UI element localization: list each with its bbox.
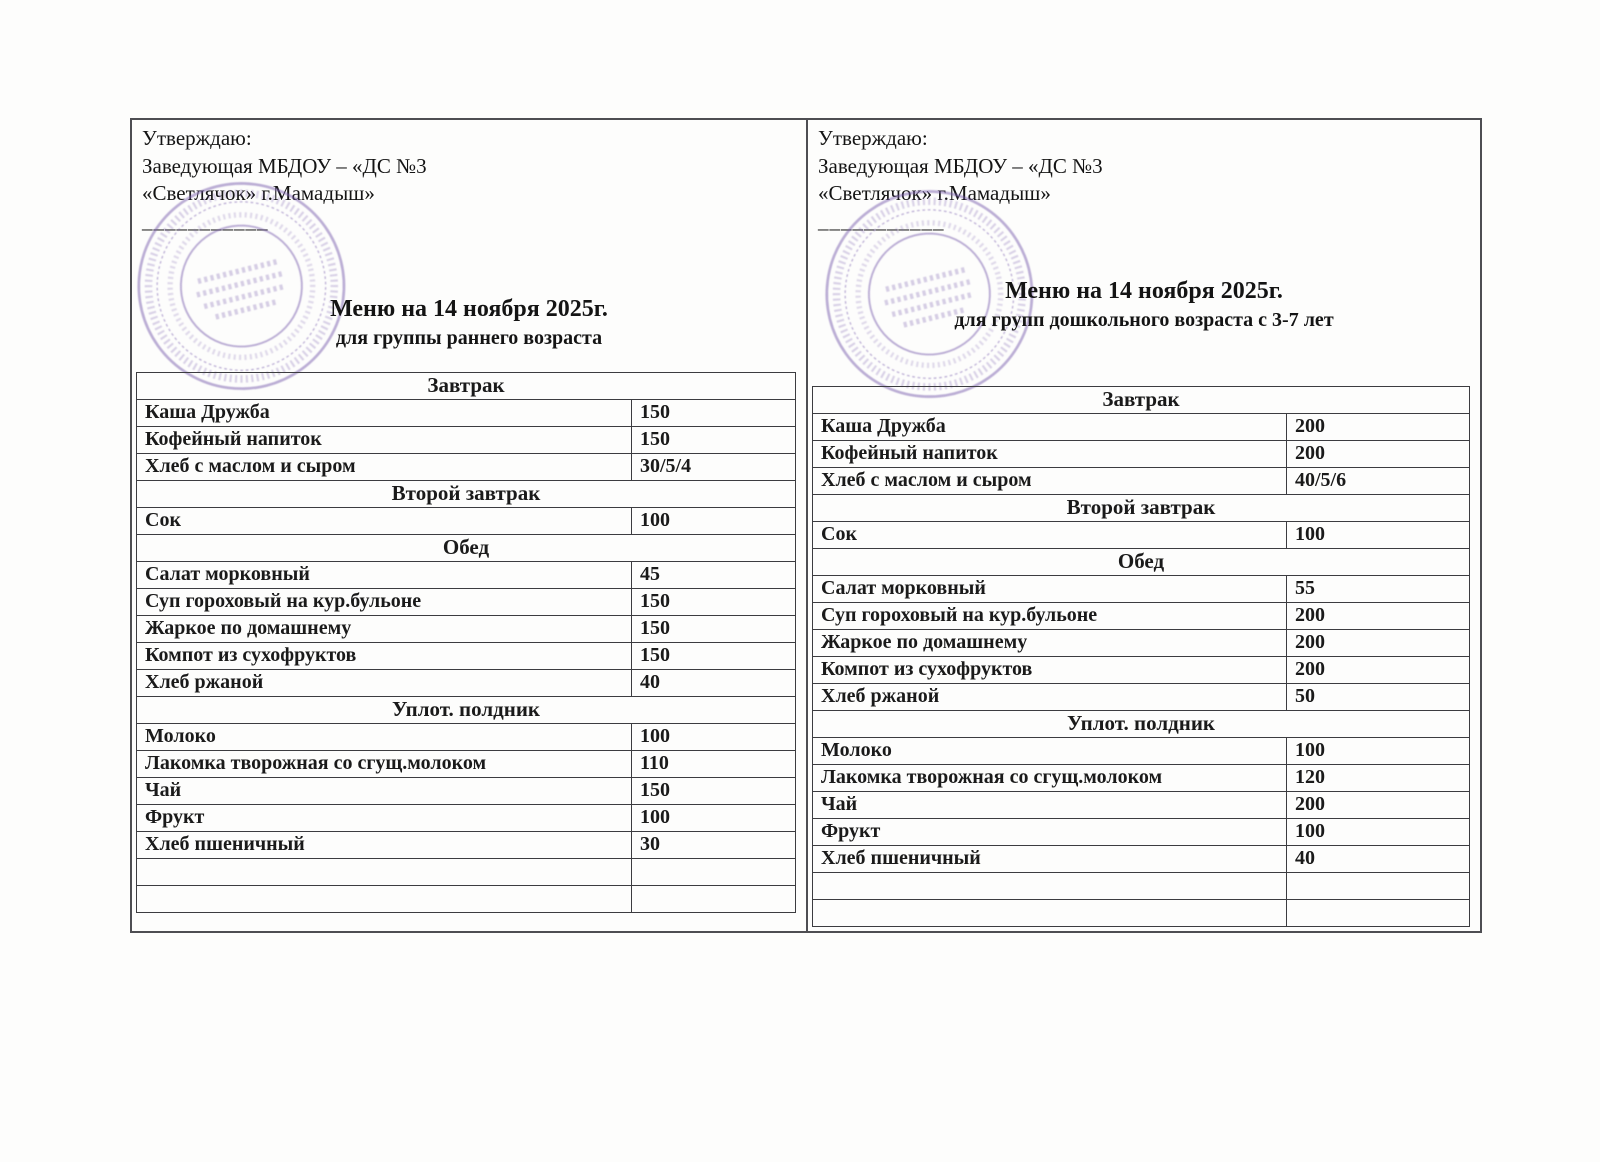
menu-item-row	[813, 414, 1470, 441]
approval-line: «Светлячок» г.Мамадыш»	[142, 181, 375, 206]
portion-grams: 100	[1286, 738, 1469, 765]
menu-item-row	[137, 400, 796, 427]
meal-section-row	[813, 495, 1470, 522]
menu-item-row	[137, 778, 796, 805]
approval-line: Заведующая МБДОУ – «ДС №3	[142, 153, 427, 178]
portion-grams: 100	[631, 508, 795, 535]
signature-line: ___________	[818, 209, 945, 234]
dish-name: Хлеб пшеничный	[813, 846, 1287, 873]
menu-table-body	[137, 373, 796, 913]
empty-row	[137, 886, 796, 913]
menu-subtitle: для группы раннего возраста	[335, 327, 603, 349]
menu-item-row	[137, 670, 796, 697]
menu-item-row	[137, 724, 796, 751]
portion-grams: 40/5/6	[1286, 468, 1469, 495]
portion-grams: 150	[631, 589, 795, 616]
empty-row	[813, 873, 1470, 900]
portion-grams: 150	[631, 778, 795, 805]
menu-item-row	[137, 805, 796, 832]
empty-cell	[1286, 873, 1469, 900]
portion-grams: 110	[631, 751, 795, 778]
menu-item-row	[813, 576, 1470, 603]
menu-item-row	[137, 427, 796, 454]
dish-name: Кофейный напиток	[137, 427, 632, 454]
menu-table-body	[813, 387, 1470, 927]
dish-name: Суп гороховый на кур.бульоне	[137, 589, 632, 616]
empty-cell	[813, 873, 1287, 900]
menu-item-row	[137, 508, 796, 535]
portion-grams: 100	[1286, 522, 1469, 549]
dish-name: Суп гороховый на кур.бульоне	[813, 603, 1287, 630]
portion-grams: 150	[631, 643, 795, 670]
menu-item-row	[813, 738, 1470, 765]
portion-grams: 40	[1286, 846, 1469, 873]
dish-name: Хлеб пшеничный	[137, 832, 632, 859]
meal-section-title: Обед	[137, 535, 796, 562]
menu-panel-early-age	[132, 120, 806, 931]
dish-name: Жаркое по домашнему	[137, 616, 632, 643]
dish-name: Каша Дружба	[137, 400, 632, 427]
menu-item-row	[813, 603, 1470, 630]
approval-line: Утверждаю:	[142, 126, 252, 150]
dish-name: Каша Дружба	[813, 414, 1287, 441]
meal-section-title: Второй завтрак	[813, 495, 1470, 522]
dish-name: Молоко	[813, 738, 1287, 765]
portion-grams: 200	[1286, 603, 1469, 630]
portion-grams: 45	[631, 562, 795, 589]
dish-name: Молоко	[137, 724, 632, 751]
empty-cell	[631, 859, 795, 886]
menu-item-row	[813, 792, 1470, 819]
meal-section-title: Обед	[813, 549, 1470, 576]
menu-title-block	[808, 278, 1480, 332]
dish-name: Кофейный напиток	[813, 441, 1287, 468]
menu-item-row	[137, 589, 796, 616]
menu-panel-preschool	[806, 120, 1480, 931]
dish-name: Сок	[813, 522, 1287, 549]
empty-cell	[137, 886, 632, 913]
dish-name: Компот из сухофруктов	[813, 657, 1287, 684]
meal-section-title: Уплот. полдник	[813, 711, 1470, 738]
portion-grams: 150	[631, 427, 795, 454]
approval-block	[818, 125, 1103, 236]
empty-row	[137, 859, 796, 886]
menu-title-block	[132, 296, 806, 350]
portion-grams: 200	[1286, 414, 1469, 441]
menu-item-row	[813, 684, 1470, 711]
portion-grams: 100	[1286, 819, 1469, 846]
menu-item-row	[137, 751, 796, 778]
portion-grams: 200	[1286, 441, 1469, 468]
meal-section-row	[813, 711, 1470, 738]
approval-line: «Светлячок» г.Мамадыш»	[818, 181, 1051, 206]
menu-item-row	[813, 819, 1470, 846]
empty-row	[813, 900, 1470, 927]
empty-cell	[631, 886, 795, 913]
dish-name: Фрукт	[813, 819, 1287, 846]
empty-cell	[137, 859, 632, 886]
dish-name: Сок	[137, 508, 632, 535]
empty-cell	[1286, 900, 1469, 927]
dish-name: Фрукт	[137, 805, 632, 832]
dish-name: Жаркое по домашнему	[813, 630, 1287, 657]
menu-item-row	[813, 765, 1470, 792]
menu-item-row	[137, 616, 796, 643]
meal-section-row	[137, 697, 796, 724]
menu-item-row	[813, 522, 1470, 549]
portion-grams: 100	[631, 724, 795, 751]
dish-name: Хлеб ржаной	[813, 684, 1287, 711]
dish-name: Салат морковный	[813, 576, 1287, 603]
signature-line: ___________	[142, 209, 269, 234]
dish-name: Хлеб с маслом и сыром	[813, 468, 1287, 495]
menu-title: Меню на 14 ноября 2025г.	[1005, 278, 1283, 304]
meal-section-title: Второй завтрак	[137, 481, 796, 508]
portion-grams: 40	[631, 670, 795, 697]
dish-name: Компот из сухофруктов	[137, 643, 632, 670]
menu-item-row	[813, 468, 1470, 495]
portion-grams: 50	[1286, 684, 1469, 711]
menu-table-preschool	[812, 386, 1470, 927]
approval-line: Заведующая МБДОУ – «ДС №3	[818, 153, 1103, 178]
menu-table-early-age	[136, 372, 796, 913]
dish-name: Хлеб ржаной	[137, 670, 632, 697]
portion-grams: 200	[1286, 792, 1469, 819]
menu-item-row	[137, 832, 796, 859]
portion-grams: 30	[631, 832, 795, 859]
approval-block	[142, 125, 427, 236]
empty-cell	[813, 900, 1287, 927]
dish-name: Чай	[137, 778, 632, 805]
menu-item-row	[137, 562, 796, 589]
menu-subtitle: для групп дошкольного возраста с 3-7 лет	[954, 309, 1334, 331]
dish-name: Лакомка творожная со сгущ.молоком	[813, 765, 1287, 792]
approval-line: Утверждаю:	[818, 126, 928, 150]
portion-grams: 100	[631, 805, 795, 832]
dish-name: Чай	[813, 792, 1287, 819]
meal-section-row	[813, 387, 1470, 414]
meal-section-title: Завтрак	[137, 373, 796, 400]
meal-section-row	[813, 549, 1470, 576]
dish-name: Хлеб с маслом и сыром	[137, 454, 632, 481]
portion-grams: 200	[1286, 630, 1469, 657]
portion-grams: 55	[1286, 576, 1469, 603]
menu-item-row	[813, 630, 1470, 657]
meal-section-title: Завтрак	[813, 387, 1470, 414]
meal-section-row	[137, 481, 796, 508]
portion-grams: 30/5/4	[631, 454, 795, 481]
meal-section-row	[137, 373, 796, 400]
menu-item-row	[813, 846, 1470, 873]
document-sheet	[130, 118, 1482, 933]
portion-grams: 120	[1286, 765, 1469, 792]
menu-item-row	[813, 441, 1470, 468]
dish-name: Лакомка творожная со сгущ.молоком	[137, 751, 632, 778]
menu-title: Меню на 14 ноября 2025г.	[330, 296, 608, 322]
portion-grams: 200	[1286, 657, 1469, 684]
dish-name: Салат морковный	[137, 562, 632, 589]
portion-grams: 150	[631, 616, 795, 643]
menu-item-row	[137, 643, 796, 670]
menu-item-row	[137, 454, 796, 481]
portion-grams: 150	[631, 400, 795, 427]
meal-section-row	[137, 535, 796, 562]
meal-section-title: Уплот. полдник	[137, 697, 796, 724]
menu-item-row	[813, 657, 1470, 684]
